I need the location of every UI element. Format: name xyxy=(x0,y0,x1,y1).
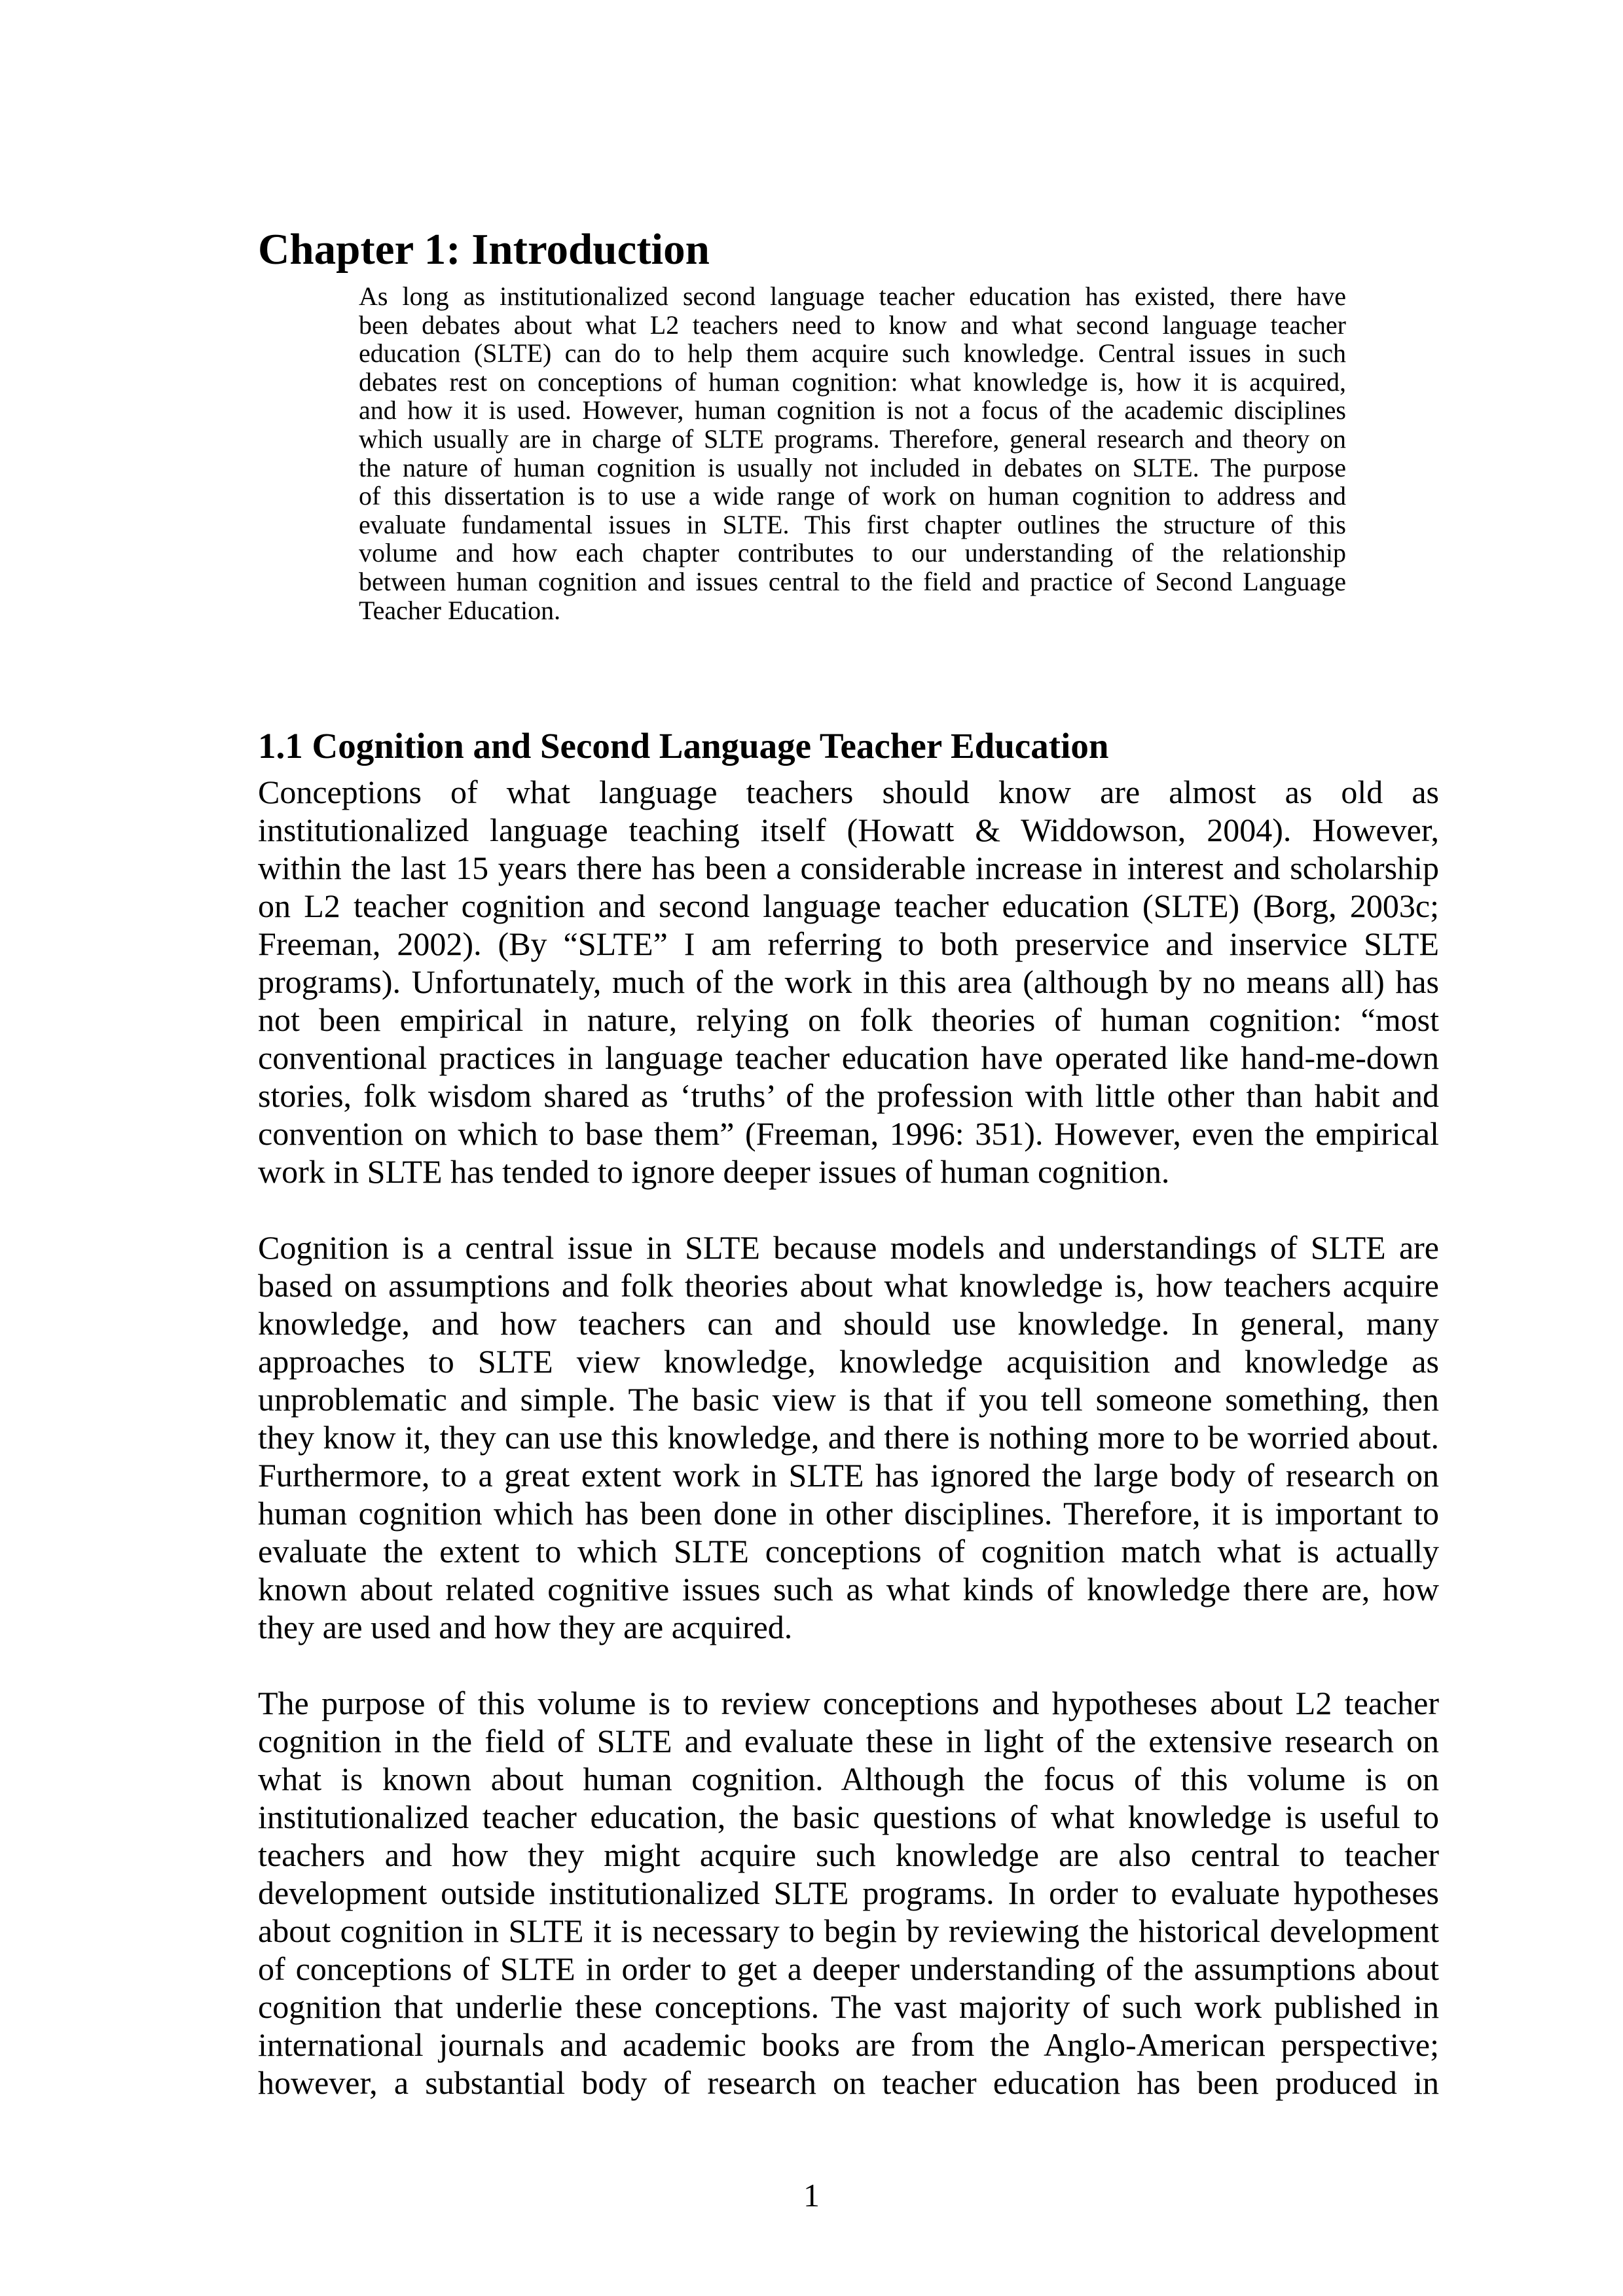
paragraph-gap xyxy=(258,1646,1439,1684)
abstract-line: been debates about what L2 teachers need to know and what second language teacher xyxy=(359,310,1346,340)
paragraph-line: The purpose of this volume is to review conceptions and hypotheses about L2 teacher xyxy=(258,1685,1439,1721)
body-text xyxy=(258,773,1439,2102)
paragraph-line: cognition that underlie these conceptions. The vast majority of such work published in xyxy=(258,1988,1439,2025)
abstract-line: volume and how each chapter contributes to our understanding of the relationship xyxy=(359,538,1346,568)
paragraph-line: institutionalized language teaching itself (Howatt & Widdowson, 2004). However, xyxy=(258,812,1439,848)
paragraph-line: they know it, they can use this knowledge, and there is nothing more to be worried about. xyxy=(258,1419,1439,1456)
paragraph-line: cognition in the field of SLTE and evaluate these in light of the extensive research on xyxy=(258,1723,1439,1759)
paragraph-line: development outside institutionalized SLTE programs. In order to evaluate hypotheses xyxy=(258,1874,1439,1911)
paragraph-line: what is known about human cognition. Although the focus of this volume is on xyxy=(258,1761,1439,1797)
paragraph-line: international journals and academic books are from the Anglo-American perspective; xyxy=(258,2026,1439,2063)
abstract-line: evaluate fundamental issues in SLTE. This first chapter outlines the structure of this xyxy=(359,509,1346,539)
paragraph-line: Furthermore, to a great extent work in SLTE has ignored the large body of research on xyxy=(258,1457,1439,1494)
paragraph xyxy=(258,773,1439,1191)
paragraph-line: convention on which to base them” (Freeman, 1996: 351). However, even the empirical xyxy=(258,1115,1439,1152)
paragraph-line: knowledge, and how teachers can and should use knowledge. In general, many xyxy=(258,1305,1439,1342)
paragraph xyxy=(258,1229,1439,1646)
abstract-line: debates rest on conceptions of human cognition: what knowledge is, how it is acquired, xyxy=(359,367,1346,397)
paragraph-line: Cognition is a central issue in SLTE because models and understandings of SLTE are xyxy=(258,1229,1439,1266)
paragraph-gap xyxy=(258,1191,1439,1229)
paragraph-line: institutionalized teacher education, the basic questions of what knowledge is useful to xyxy=(258,1799,1439,1835)
paragraph-line: programs). Unfortunately, much of the work in this area (although by no means all) has xyxy=(258,963,1439,1000)
chapter-abstract xyxy=(359,282,1346,624)
paragraph-line: however, a substantial body of research on teacher education has been produced in xyxy=(258,2064,1439,2101)
paragraph-line: about cognition in SLTE it is necessary to begin by reviewing the historical development xyxy=(258,1912,1439,1949)
abstract-line: and how it is used. However, human cognition is not a focus of the academic disciplines xyxy=(359,395,1346,425)
paragraph-line: approaches to SLTE view knowledge, knowledge acquisition and knowledge as xyxy=(258,1343,1439,1380)
paragraph-line: unproblematic and simple. The basic view is that if you tell someone something, then xyxy=(258,1381,1439,1418)
paragraph-line: known about related cognitive issues such as what kinds of knowledge there are, how xyxy=(258,1571,1439,1607)
paragraph-line: evaluate the extent to which SLTE conceptions of cognition match what is actually xyxy=(258,1533,1439,1570)
paragraph-line: Conceptions of what language teachers should know are almost as old as xyxy=(258,774,1439,810)
abstract-line: which usually are in charge of SLTE programs. Therefore, general research and theory on xyxy=(359,423,1346,454)
paragraph xyxy=(258,1684,1439,2102)
paragraph-line: based on assumptions and folk theories about what knowledge is, how teachers acquire xyxy=(258,1267,1439,1304)
abstract-line: As long as institutionalized second language teacher education has existed, there have xyxy=(359,281,1346,311)
chapter-title: Chapter 1: Introduction xyxy=(258,224,710,274)
section-heading: 1.1 Cognition and Second Language Teacher Education xyxy=(258,725,1109,766)
paragraph-line: human cognition which has been done in other disciplines. Therefore, it is important to xyxy=(258,1495,1439,1532)
abstract-line: between human cognition and issues central to the field and practice of Second Language xyxy=(359,566,1346,596)
paragraph-line: not been empirical in nature, relying on folk theories of human cognition: “most xyxy=(258,1001,1439,1038)
page-number: 1 xyxy=(803,2177,820,2214)
paragraph-line: teachers and how they might acquire such knowledge are also central to teacher xyxy=(258,1837,1439,1873)
abstract-line: education (SLTE) can do to help them acquire such knowledge. Central issues in such xyxy=(359,338,1346,368)
paragraph-line: conventional practices in language teacher education have operated like hand-me-down xyxy=(258,1039,1439,1076)
paragraph-line: on L2 teacher cognition and second language teacher education (SLTE) (Borg, 2003c; xyxy=(258,888,1439,924)
paragraph-line: work in SLTE has tended to ignore deeper issues of human cognition. xyxy=(258,1153,1170,1190)
paragraph-line: within the last 15 years there has been a considerable increase in interest and scholarship xyxy=(258,850,1439,886)
paragraph-line: Freeman, 2002). (By “SLTE” I am referring to both preservice and inservice SLTE xyxy=(258,925,1439,962)
abstract-line: of this dissertation is to use a wide range of work on human cognition to address and xyxy=(359,481,1346,511)
abstract-line: Teacher Education. xyxy=(359,595,561,625)
paragraph-line: they are used and how they are acquired. xyxy=(258,1609,793,1645)
paragraph-line: stories, folk wisdom shared as ‘truths’ of the profession with little other than habit and xyxy=(258,1077,1439,1114)
abstract-line: the nature of human cognition is usually not included in debates on SLTE. The purpose xyxy=(359,452,1346,482)
paragraph-line: of conceptions of SLTE in order to get a deeper understanding of the assumptions about xyxy=(258,1950,1439,1987)
